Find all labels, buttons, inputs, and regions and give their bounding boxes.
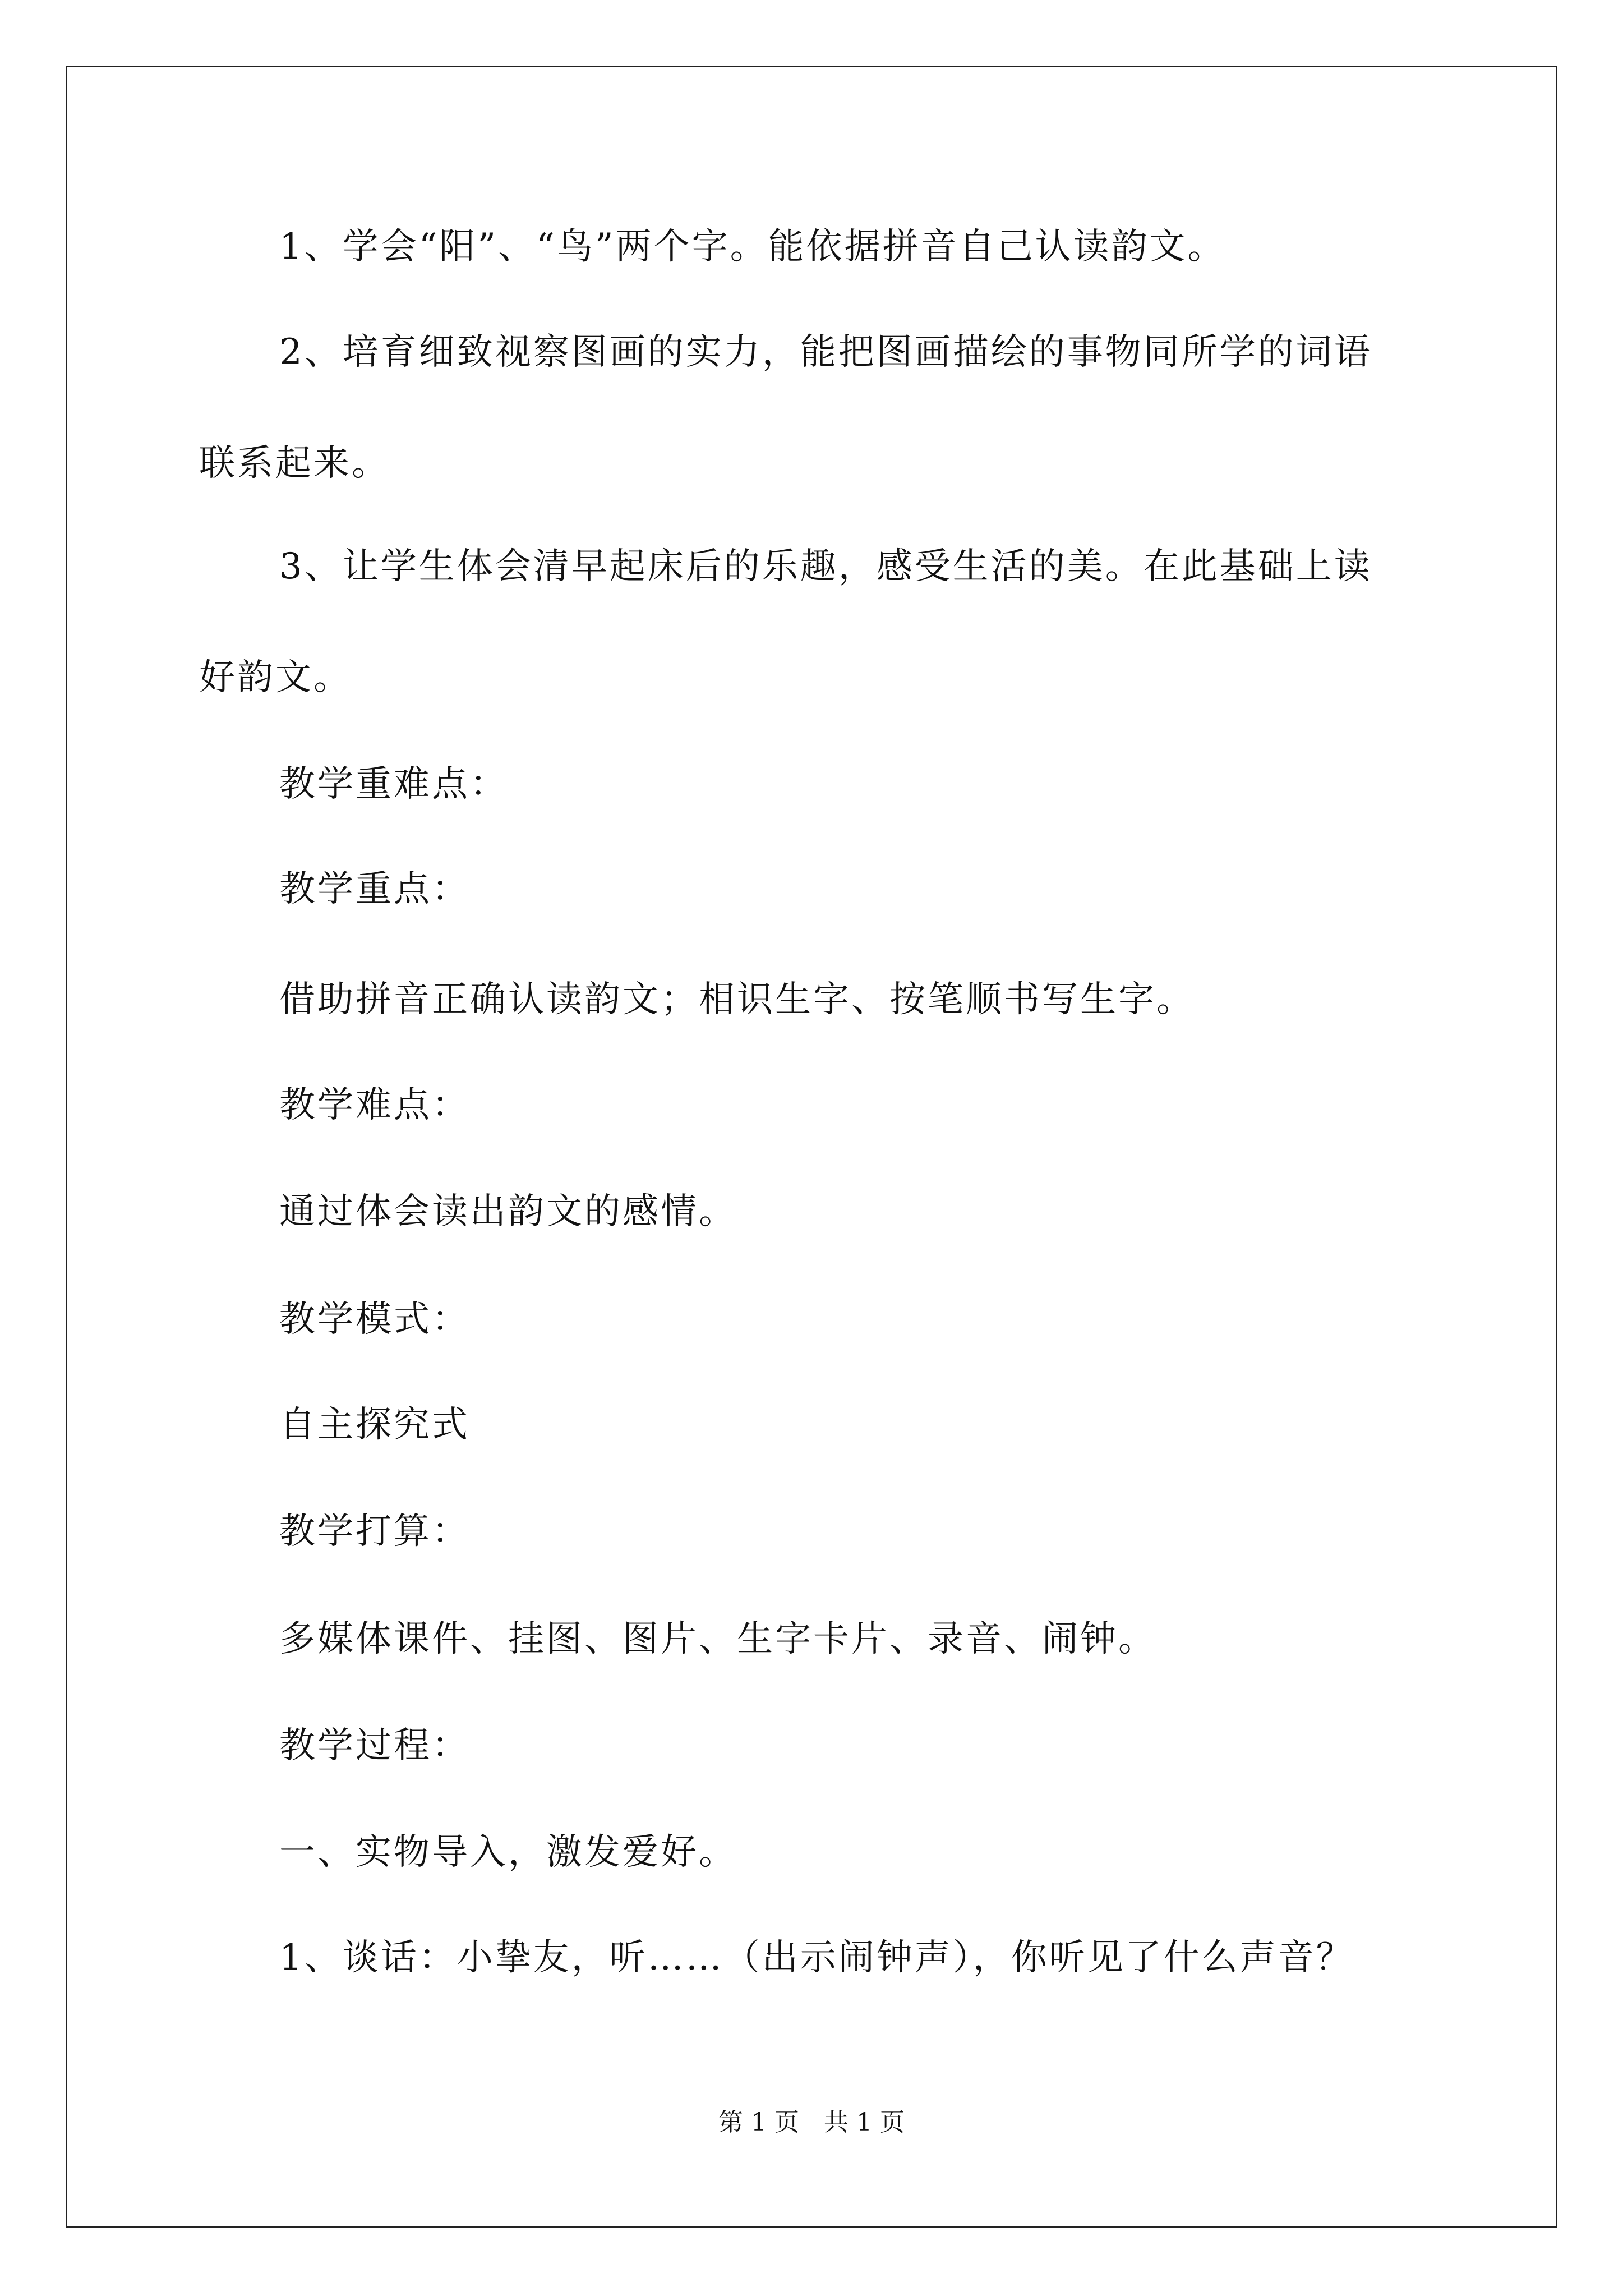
heading-process: 教学过程： [279, 1725, 470, 1766]
difficulties-text: 通过体会读出韵文的感情。 [279, 1191, 737, 1232]
key-points-text: 借助拼音正确认读韵文；相识生字、按笔顺书写生字。 [279, 979, 1195, 1020]
process-step-1: 一、实物导入，激发爱好。 [279, 1832, 737, 1873]
teaching-mode-text: 自主探究式 [279, 1404, 470, 1446]
heading-key-difficulties: 教学重难点： [279, 763, 508, 805]
objective-2-line-2: 联系起来。 [199, 443, 390, 484]
heading-preparation: 教学打算： [279, 1511, 470, 1552]
process-step-1-item-1: 1、谈话：小挚友，听……（出示闹钟声），你听见了什么声音？ [279, 1937, 1354, 1978]
page-number-footer: 第 1 页 共 1 页 [718, 2108, 905, 2137]
objective-2-line-1: 2、培育细致视察图画的实力，能把图画描绘的事物同所学的词语 [279, 332, 1372, 373]
objective-3-line-1: 3、让学生体会清早起床后的乐趣，感受生活的美。在此基础上读 [279, 546, 1372, 587]
heading-key-points: 教学重点： [279, 868, 470, 910]
heading-difficulties: 教学难点： [279, 1084, 470, 1126]
heading-teaching-mode: 教学模式： [279, 1299, 470, 1340]
objective-1: 1、学会“阳”、“鸟”两个字。能依据拼音自己认读韵文。 [279, 226, 1226, 268]
preparation-text: 多媒体课件、挂图、图片、生字卡片、录音、闹钟。 [279, 1618, 1156, 1660]
objective-3-line-2: 好韵文。 [199, 657, 352, 698]
